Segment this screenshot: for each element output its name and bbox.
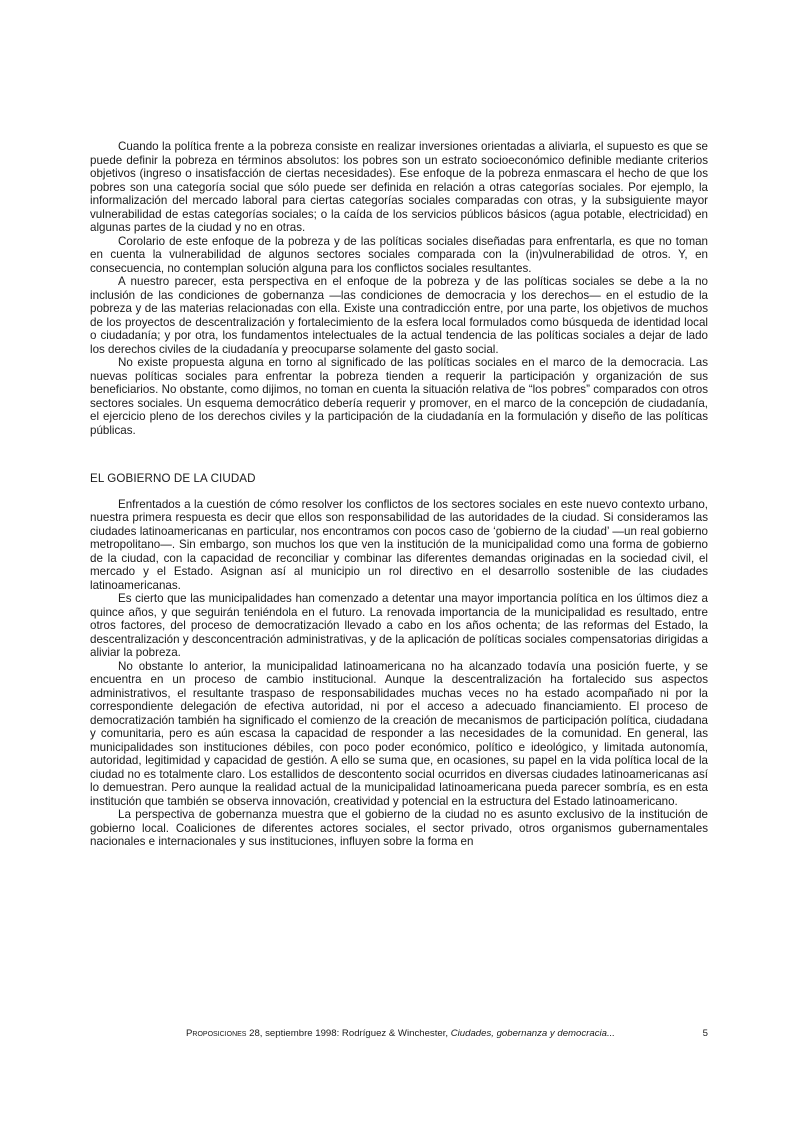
body-paragraph: Es cierto que las municipalidades han comenzado a detentar una mayor importancia política en los últimos diez a quince años, y que seguirán teniéndola en el futuro. La renovada importancia de la municipalidad es resultado, entre otros factores, del proceso de democratización llevado a cabo en los años ochenta; de las reformas del Estado, la descentralización y desconcentración administrativas, y de la aplicación de políticas sociales compensatorias dirigidas a aliviar la pobreza. [90, 592, 708, 659]
citation-text: 28, septiembre 1998: Rodríguez & Winchester, [246, 1028, 451, 1039]
journal-name: Proposiciones [186, 1028, 247, 1039]
body-paragraph: A nuestro parecer, esta perspectiva en el enfoque de la pobreza y de las políticas sociales se debe a la no inclusión de las condiciones de gobernanza —las condiciones de democracia y los derechos— en el estudio de la pobreza y de las materias relacionadas con ella. Existe una contradicción entre, por una parte, los objetivos de muchos de los proyectos de descentralización y fortalecimiento de la esfera local formulados como búsqueda de identidad local o ciudadanía; y por otra, los fundamentos intelectuales de la actual tendencia de las políticas sociales a dejar de lado los derechos civiles de la ciudadanía y preocuparse solamente del gasto social. [90, 275, 708, 356]
article-title: Ciudades, gobernanza y democracia... [450, 1028, 615, 1039]
body-paragraph: Enfrentados a la cuestión de cómo resolver los conflictos de los sectores sociales en este nuevo contexto urbano, nuestra primera respuesta es decir que ellos son responsabilidad de las autoridades de la ciudad. Si consideramos las ciudades latinoamericanas en particular, nos encontramos con pocos caso de ‘gobierno de la ciudad’ —un real gobierno metropolitano—. Sin embargo, son muchos los que ven la institución de la municipalidad como una forma de gobierno de la ciudad, con la capacidad de reconciliar y combinar las diferentes demandas originadas en la sociedad civil, el mercado y el Estado. Asignan así al municipio un rol directivo en el desarrollo sostenible de las ciudades latinoamericanas. [90, 497, 708, 592]
body-paragraph: No existe propuesta alguna en torno al significado de las políticas sociales en el marco de la democracia. Las nuevas políticas sociales para enfrentar la pobreza tienden a requerir la participación y organización de sus beneficiarios. No obstante, como dijimos, no toman en cuenta la situación relativa de “los pobres” comparados con otros sectores sociales. Un esquema democrático debería requerir y promover, en el marco de la concepción de ciudadanía, el ejercicio pleno de los derechos civiles y la participación de la ciudadanía en la formulación y diseño de las políticas públicas. [90, 356, 708, 437]
body-paragraph: Corolario de este enfoque de la pobreza y de las políticas sociales diseñadas para enfrentarla, es que no toman en cuenta la vulnerabilidad de algunos sectores sociales comparada con la (in)vulnerabilidad de otros. Y, en consecuencia, no contemplan solución alguna para los conflictos sociales resultantes. [90, 234, 708, 275]
body-paragraph: No obstante lo anterior, la municipalidad latinoamericana no ha alcanzado todavía una posición fuerte, y se encuentra en un proceso de cambio institucional. Aunque la descentralización ha fortalecido sus aspectos administrativos, el resultante traspaso de responsabilidades muchas veces no ha estado acompañado ni por la correspondiente delegación de efectiva autoridad, ni por el acceso a adecuado financiamiento. El proceso de democratización también ha significado el comienzo de la creación de mecanismos de participación política, ciudadana y comunitaria, pero es aún escasa la capacidad de responder a las necesidades de la comunidad. En general, las municipalidades son instituciones débiles, con poco poder económico, político e ideológico, y limitada autonomía, autoridad, legitimidad y capacidad de gestión. A ello se suma que, en ocasiones, su papel en la vida política local de la ciudad no es totalmente claro. Los estallidos de descontento social ocurridos en diversas ciudades latinoamericanas así lo demuestran. Pero aunque la realidad actual de la municipalidad latinoamericana pueda parecer sombría, es en esta institución que también se observa innovación, creatividad y potencial en la estructura del Estado latinoamericano. [90, 659, 708, 808]
section-heading: EL GOBIERNO DE LA CIUDAD [90, 472, 256, 485]
document-page [90, 140, 708, 849]
page-footer [186, 1028, 708, 1040]
body-paragraph: Cuando la política frente a la pobreza consiste en realizar inversiones orientadas a aliviarla, el supuesto es que se puede definir la pobreza en términos absolutos: los pobres son un estrato socioeconómico definible mediante criterios objetivos (ingreso o insatisfacción de ciertas necesidades). Ese enfoque de la pobreza enmascara el hecho de que los pobres son una categoría social que sólo puede ser definida en relación a otras categorías sociales. Por ejemplo, la informalización del mercado laboral para ciertas categorías sociales comparadas con otras, y la subsiguiente mayor vulnerabilidad de estas categorías sociales; o la caída de los servicios públicos básicos (agua potable, electricidad) en algunas partes de la ciudad y no en otras. [90, 140, 708, 234]
page-number: 5 [702, 1028, 708, 1039]
body-paragraph: La perspectiva de gobernanza muestra que el gobierno de la ciudad no es asunto exclusivo de la institución de gobierno local. Coaliciones de diferentes actores sociales, el sector privado, otros organismos gubernamentales nacionales e internacionales y sus instituciones, influyen sobre la forma en [90, 808, 708, 848]
